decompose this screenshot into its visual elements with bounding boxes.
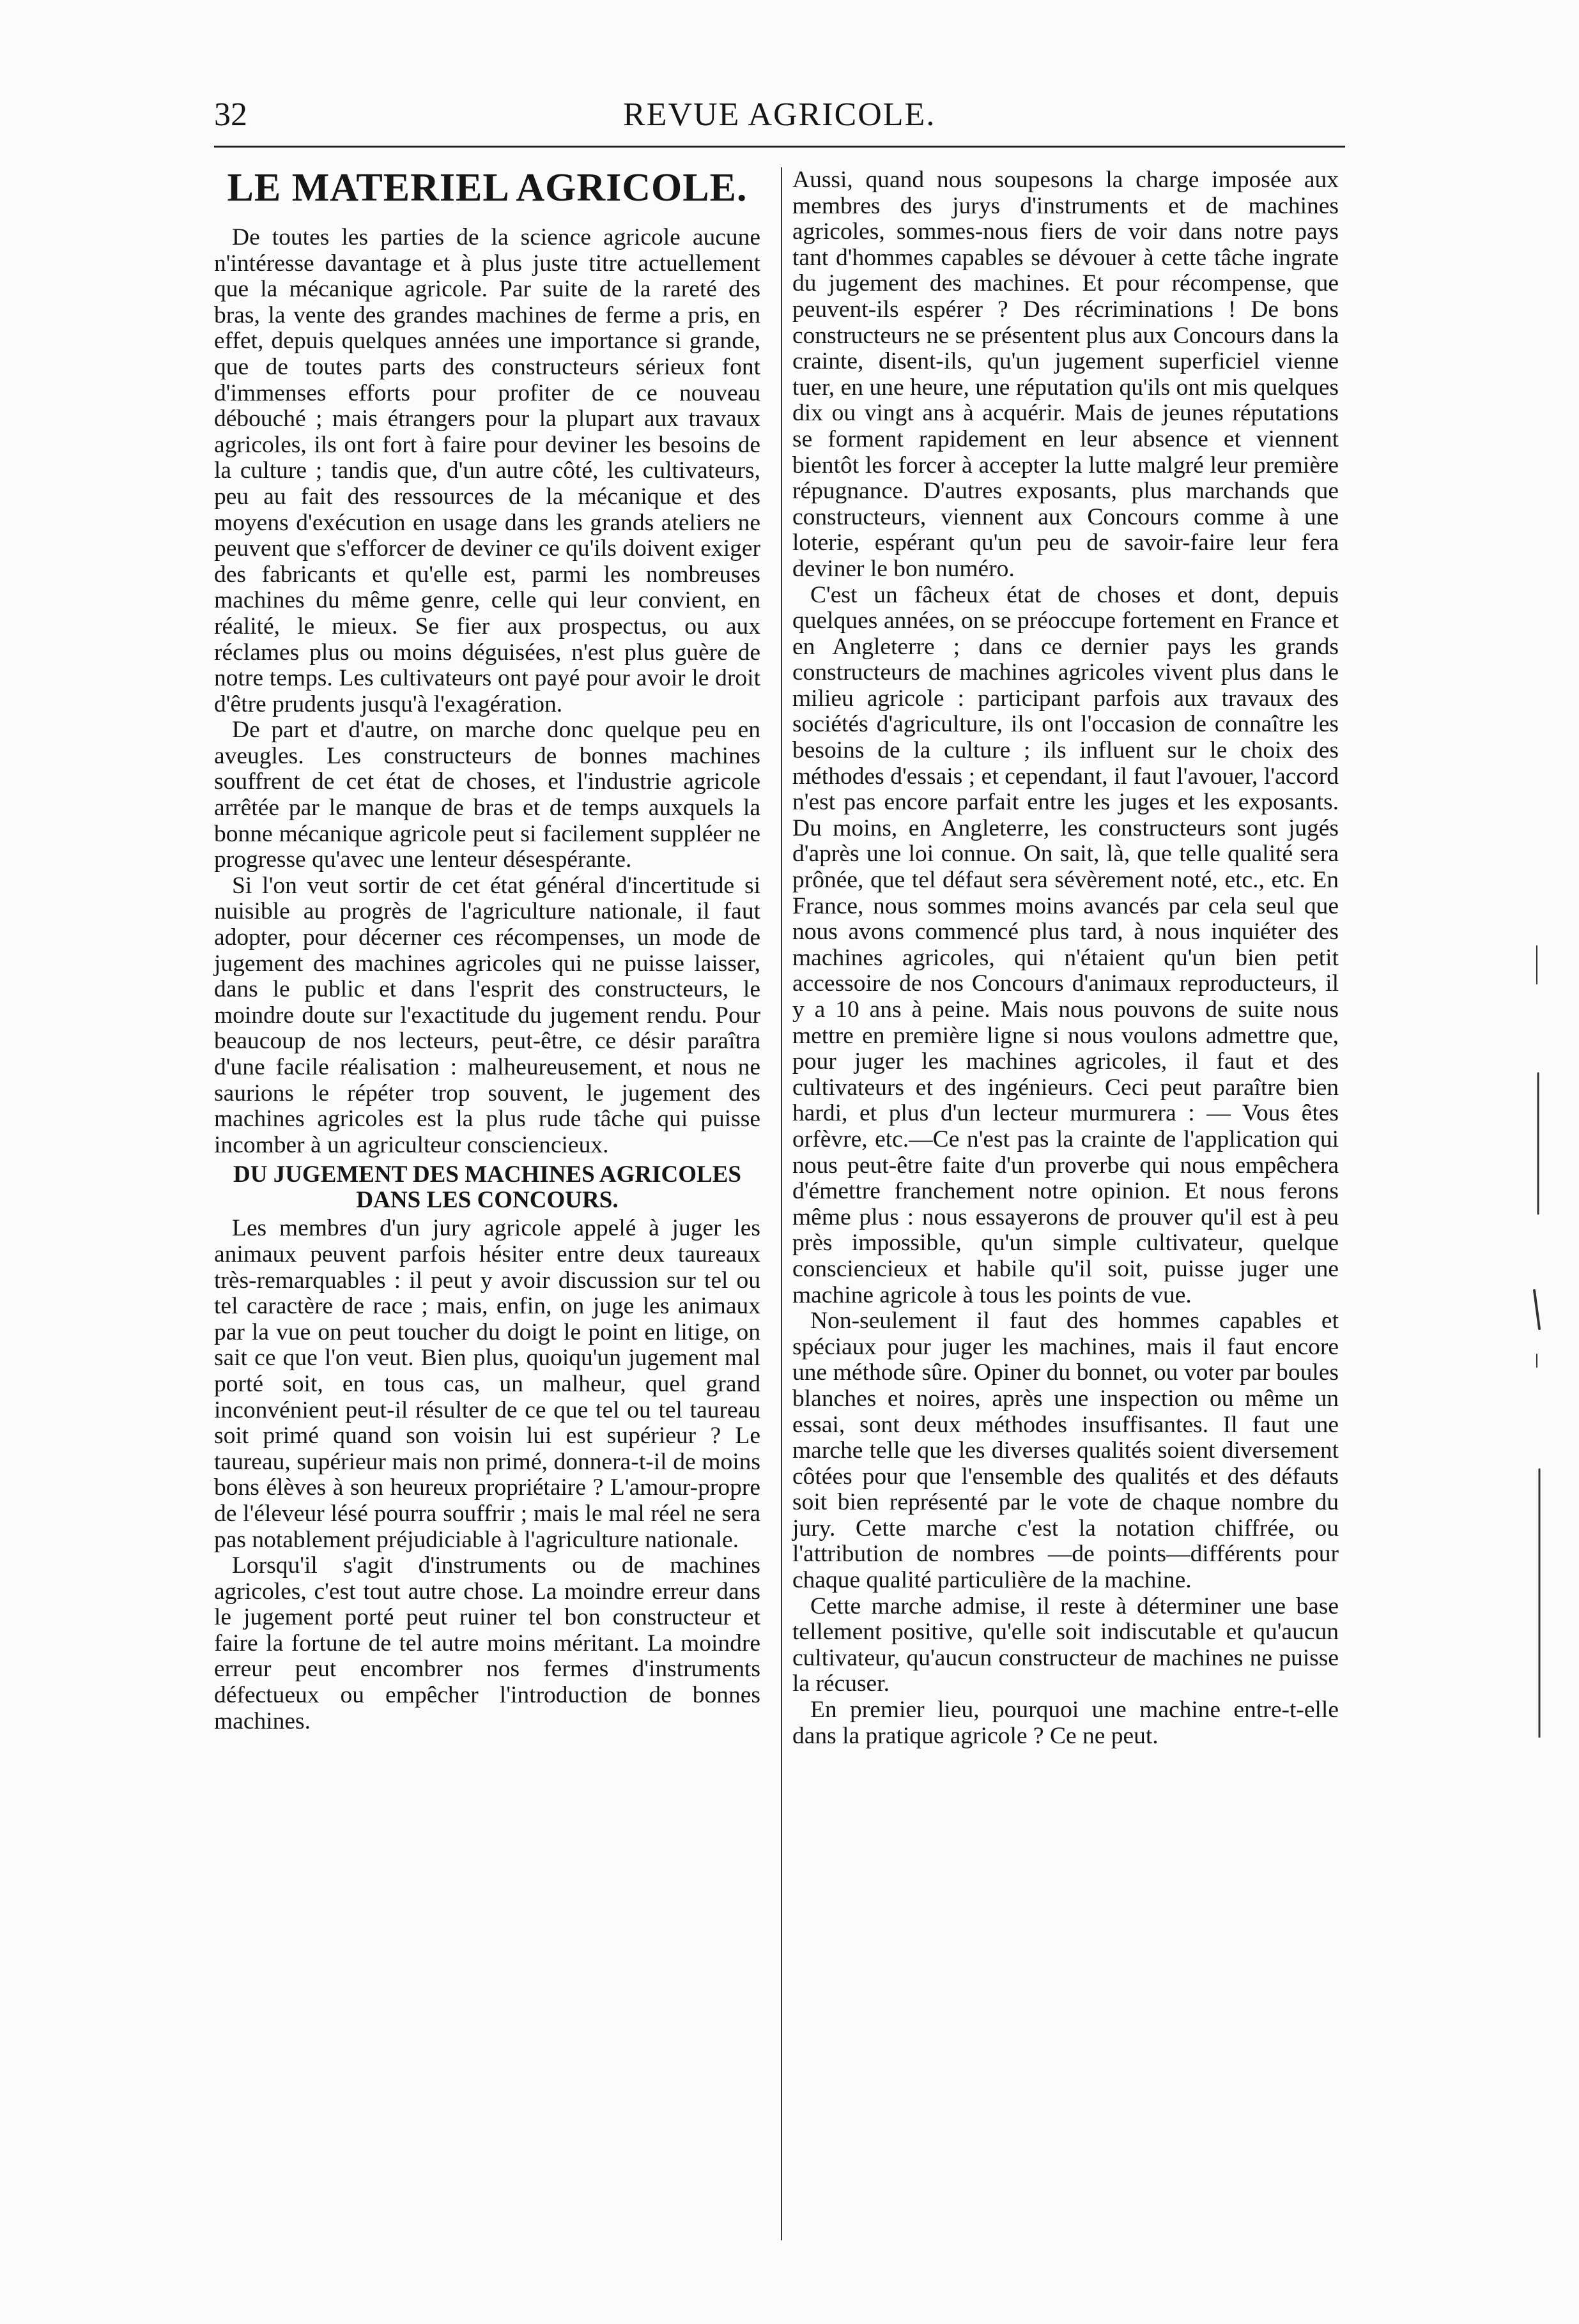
margin-scan-marks [1518,945,1556,1738]
column-divider [781,167,782,2240]
journal-title: REVUE AGRICOLE. [623,96,936,133]
paragraph: En premier lieu, pourquoi une machine entre-t-elle dans la pratique agricole ? Ce ne peut. [792,1697,1339,1749]
page-number: 32 [214,96,247,133]
left-column [214,167,760,1734]
paragraph: Non-seulement il faut des hommes capables et spéciaux pour juger les machines, mais il faut encore une méthode sûre. Opiner du bonnet, ou voter par boules blanches et noires, après une inspection ou même un essai, sont deux méthodes insuffisantes. Il faut une marche telle que les diverses qualités soient diversement côtées pour que l'ensemble des qualités et des défauts soit bien représenté par le vote de chaque nombre du jury. Cette marche c'est la notation chiffrée, ou l'attribution de nombres —de points—différents pour chaque qualité particulière de la machine. [792,1308,1339,1594]
paragraph: Lorsqu'il s'agit d'instruments ou de machines agricoles, c'est tout autre chose. La moindre erreur dans le jugement porté peut ruiner tel bon constructeur et faire la fortune de tel autre moins méritant. La moindre erreur peut encombrer nos fermes d'instruments défectueux ou empêcher l'introduction de bonnes machines. [214,1552,760,1734]
right-column [792,167,1339,1749]
article-title: LE MATERIEL AGRICOLE. [227,166,748,210]
paragraph: Aussi, quand nous soupesons la charge imposée aux membres des jurys d'instruments et de machines agricoles, sommes-nous fiers de voir dans notre pays tant d'hommes capables se dévouer à cette tâche ingrate du jugement des machines. Et pour récompense, que peuvent-ils espérer ? Des récriminations ! De bons constructeurs ne se présentent plus aux Concours dans la crainte, disent-ils, qu'un jugement superficiel vienne tuer, en une heure, une réputation qu'ils ont mis quelques dix ou vingt ans à acquérir. Mais de jeunes réputations se forment rapidement en leur absence et viennent bientôt les forcer à accepter la lutte malgré leur première répugnance. D'autres exposants, plus marchands que constructeurs, viennent aux Concours comme à une loterie, espérant qu'un peu de savoir-faire leur fera deviner le bon numéro. [792,167,1339,582]
paragraph: De part et d'autre, on marche donc quelque peu en aveugles. Les constructeurs de bonnes machines souffrent de cet état de choses, et l'industrie agricole arrêtée par le manque de bras et de temps auxquels la bonne mécanique agricole peut si facilement suppléer ne progresse qu'avec une lenteur désespérante. [214,717,760,873]
header-rule [214,146,1345,148]
paragraph: C'est un fâcheux état de choses et dont, depuis quelques années, on se préoccupe fortement en France et en Angleterre ; dans ce dernier pays les grands constructeurs de machines agricoles vivent plus dans le milieu agricole : participant parfois aux travaux des sociétés d'agriculture, ils ont l'occasion de connaître les besoins de la culture ; ils influent sur le choix des méthodes d'essais ; et cependant, il faut l'avouer, l'accord n'est pas encore parfait entre les juges et les exposants. Du moins, en Angleterre, les constructeurs sont jugés d'après une loi connue. On sait, là, que telle qualité sera prônée, que tel défaut sera sévèrement noté, etc., etc. En France, nous sommes moins avancés par cela seul que nous avons commencé plus tard, à nous inquiéter des machines agricoles, qui n'étaient qu'un bien petit accessoire de nos Concours d'animaux reproducteurs, il y a 10 ans à peine. Mais nous pouvons de suite nous mettre en première ligne si nous voulons admettre que, pour juger les machines agricoles, il faut et des cultivateurs et des ingénieurs. Ceci peut paraître bien hardi, et plus d'un lecteur murmurera : — Vous êtes orfèvre, etc.—Ce n'est pas la crainte de l'application qui nous peut-être faite d'un proverbe qui nous empêchera d'émettre franchement notre opinion. Et nous ferons même plus : nous essayerons de prouver qu'il est à peu près impossible, qu'un simple cultivateur, quelque consciencieux et habile qu'il soit, puisse juger une machine agricole à tous les points de vue. [792,581,1339,1308]
paragraph: Cette marche admise, il reste à déterminer une base tellement positive, qu'elle soit indiscutable et qu'aucun cultivateur, qu'aucun constructeur de machines ne puisse la récuser. [792,1593,1339,1697]
paragraph: Si l'on veut sortir de cet état général d'incertitude si nuisible au progrès de l'agriculture nationale, il faut adopter, pour décerner ces récompenses, un mode de jugement des machines agricoles qui ne puisse laisser, dans le public et dans l'esprit des constructeurs, le moindre doute sur l'exactitude du jugement rendu. Pour beaucoup de nos lecteurs, peut-être, ce désir paraîtra d'une facile réalisation : malheureusement, et nous ne saurions le répéter trop souvent, le jugement des machines agricoles est la plus rude tâche qui puisse incomber à un agriculteur consciencieux. [214,872,760,1158]
paragraph: De toutes les parties de la science agricole aucune n'intéresse davantage et à plus juste titre actuellement que la mécanique agricole. Par suite de la rareté des bras, la vente des grandes machines de ferme a pris, en effet, depuis quelques années une importance si grande, que de toutes parts des constructeurs sérieux font d'immenses efforts pour profiter de ce nouveau débouché ; mais étrangers pour la plupart aux travaux agricoles, ils ont fort à faire pour deviner les besoins de la culture ; tandis que, d'un autre côté, les cultivateurs, peu au fait des ressources de la mécanique et des moyens d'exécution en usage dans les grands ateliers ne peuvent que s'efforcer de deviner ce qu'ils doivent exiger des fabricants et qu'elle est, parmi les nombreuses machines du même genre, celle qui leur convient, en réalité, le mieux. Se fier aux prospectus, ou aux réclames plus ou moins déguisées, n'est plus guère de notre temps. Les cultivateurs ont payé pour avoir le droit d'être prudents jusqu'à l'exagération. [214,224,760,717]
running-head [214,96,1345,141]
section-title: DU JUGEMENT DES MACHINES AGRICOLES DANS LES CONCOURS. [233,1161,741,1214]
paragraph: Les membres d'un jury agricole appelé à juger les animaux peuvent parfois hésiter entre deux taureaux très-remarquables : il peut y avoir discussion sur tel ou tel caractère de race ; mais, enfin, on juge les animaux par la vue on peut toucher du doigt le point en litige, on sait ce que l'on veut. Bien plus, quoiqu'un jugement mal porté soit, en tous cas, un malheur, quel grand inconvénient peut-il résulter de ce que tel ou tel taureau soit primé quand son voisin lui est supérieur ? Le taureau, supérieur mais non primé, donnera-t-il de moins bons élèves à son heureux propriétaire ? L'amour-propre de l'éleveur lésé pourra souffrir ; mais le mal réel ne sera pas notablement préjudiciable à l'agriculture nationale. [214,1215,760,1553]
